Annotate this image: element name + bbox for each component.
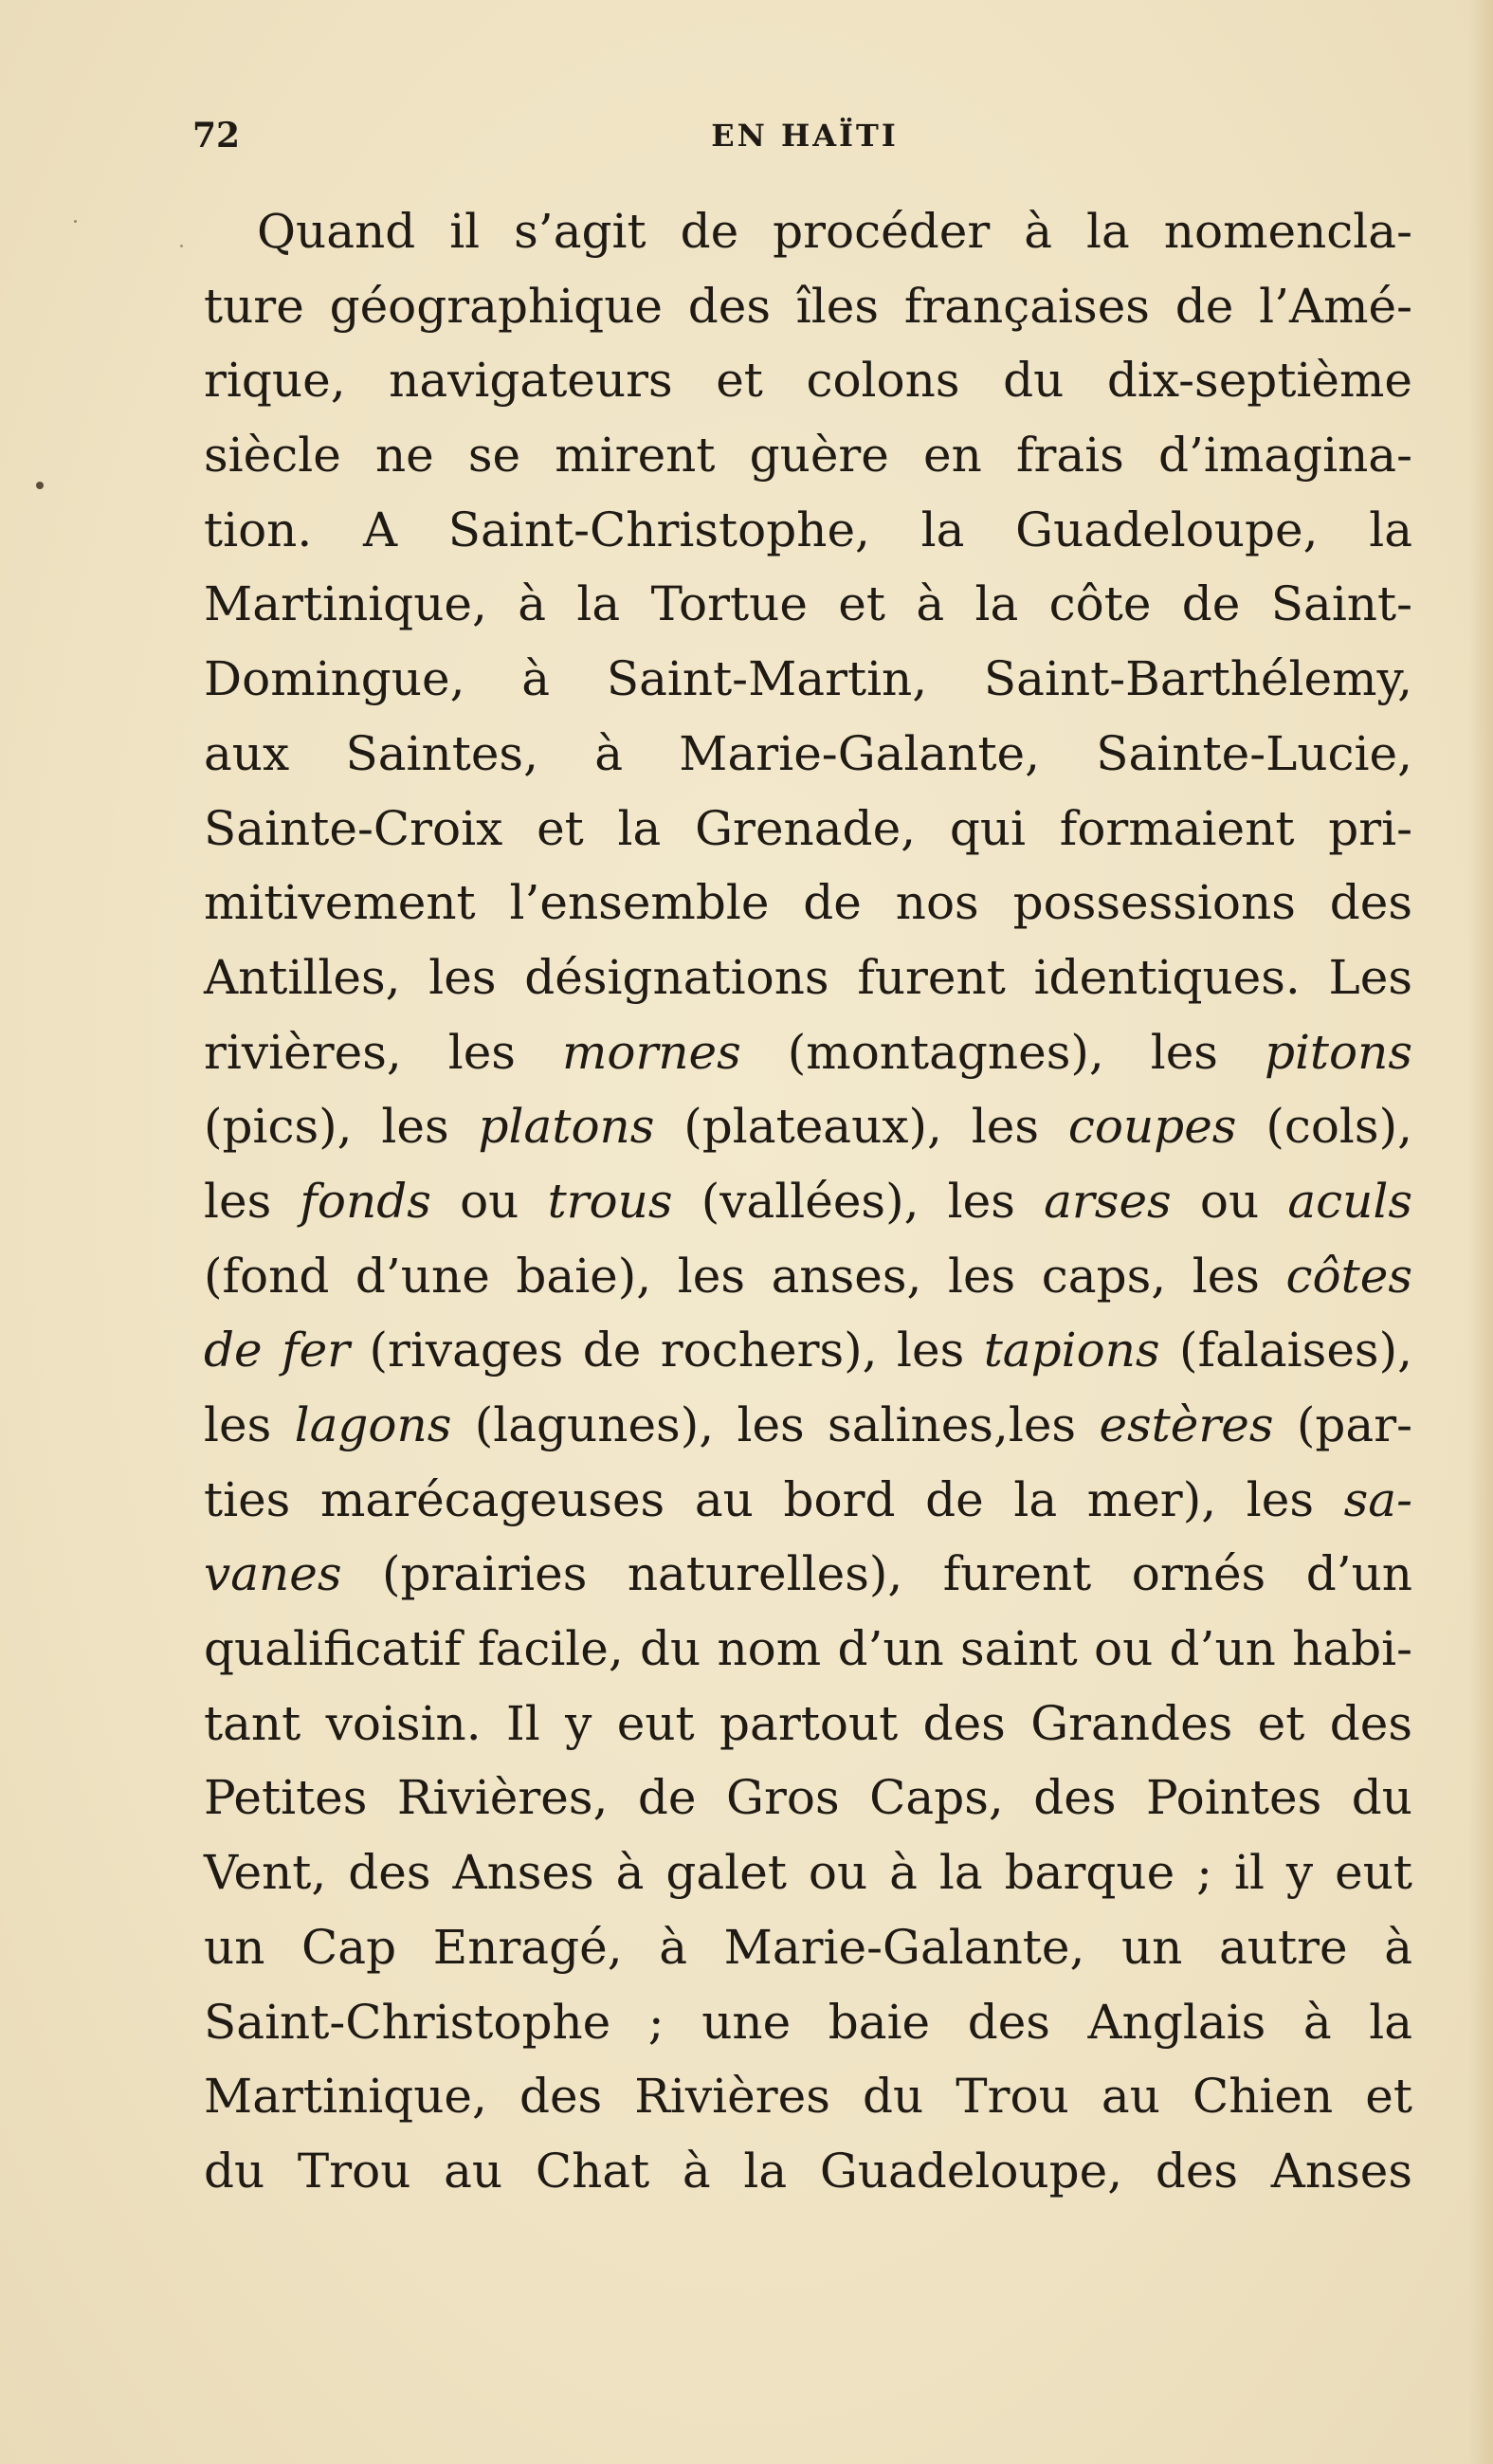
text-segment: ties marécageuses au bord de la mer), les [204,1471,1344,1527]
text-line [204,866,1412,940]
text-segment: un Cap Enragé, à Marie-Galante, un autre à [204,1919,1412,1975]
italic-term: aculs [1287,1173,1413,1229]
text-line [204,2134,1412,2209]
text-line [204,269,1412,344]
text-segment: rivières, les [204,1024,562,1080]
text-segment: rique, navigateurs et colons du dix-septième [204,353,1412,409]
italic-term: pitons [1264,1024,1412,1080]
page-number: 72 [192,116,241,155]
text-segment: ou [1171,1173,1288,1229]
text-line [204,1313,1412,1388]
text-segment: ou [430,1173,548,1229]
text-segment: (plateaux), les [654,1099,1068,1155]
text-line [204,1239,1412,1314]
text-line [204,1388,1412,1463]
scan-speck [74,220,77,223]
italic-term: estères [1099,1397,1274,1452]
text-line [204,1910,1412,1985]
text-segment: les [204,1397,295,1452]
text-line [204,1687,1412,1761]
italic-term: coupes [1067,1099,1237,1155]
text-line [204,642,1412,717]
text-segment: (prairies naturelles), furent ornés d’un [341,1546,1412,1602]
text-line [204,1761,1412,1835]
text-line [204,1835,1412,1910]
text-segment: (vallées), les [672,1173,1045,1229]
body-paragraph [204,194,1412,2209]
text-segment: siècle ne se mirent guère en frais d’imagina- [204,428,1412,484]
text-line [204,418,1412,493]
text-segment: mitivement l’ensemble de nos possessions des [204,875,1412,931]
text-segment: les [204,1173,300,1229]
text-segment: (lagunes), les salines,les [451,1397,1100,1452]
text-segment: Domingue, à Saint-Martin, Saint-Barthélemy, [204,651,1412,707]
italic-term: vanes [204,1546,342,1602]
text-line [204,2059,1412,2134]
text-segment: Saint-Christophe ; une baie des Anglais à la [204,1994,1412,2050]
text-segment: (pics), les [204,1099,479,1155]
text-segment: qualificatif facile, du nom d’un saint ou d’un habi- [204,1621,1412,1677]
text-segment: Petites Rivières, de Gros Caps, des Pointes du [204,1770,1412,1826]
italic-term: fonds [300,1173,431,1229]
text-segment: aux Saintes, à Marie-Galante, Sainte-Lucie, [204,725,1412,781]
running-title: EN HAÏTI [711,118,899,154]
text-segment: Martinique, des Rivières du Trou au Chien et [204,2069,1412,2125]
text-segment: du Trou au Chat à la Guadeloupe, des Anses [204,2143,1412,2199]
text-segment: (falaises), [1159,1323,1412,1378]
italic-term: de fer [204,1323,351,1378]
scan-speck [36,482,44,489]
text-segment: (par- [1273,1397,1413,1452]
text-segment: (cols), [1236,1099,1412,1155]
text-line [204,717,1412,792]
text-line [204,940,1412,1015]
text-segment: Sainte-Croix et la Grenade, qui formaient pri- [204,800,1412,856]
page-edge-shadow [1468,0,1493,2464]
text-line [204,343,1412,418]
scan-speck [180,245,183,247]
text-segment: Vent, des Anses à galet ou à la barque ; il y eut [204,1845,1412,1901]
text-segment: (montagnes), les [740,1024,1265,1080]
text-segment: tant voisin. Il y eut partout des Grandes et des [204,1695,1412,1751]
text-line [204,194,1412,269]
text-line [204,493,1412,568]
text-segment: Antilles, les désignations furent identiques. Les [204,949,1412,1005]
italic-term: trous [547,1173,673,1229]
italic-term: lagons [294,1397,452,1452]
text-segment: (fond d’une baie), les anses, les caps, les [204,1248,1286,1304]
text-line [204,1015,1412,1090]
text-segment: ture géographique des îles françaises de l’Amé- [204,278,1412,334]
text-line [204,1164,1412,1239]
text-line [204,1612,1412,1687]
page-header [192,112,1417,159]
text-line [204,567,1412,642]
italic-term: arses [1044,1173,1172,1229]
italic-term: tapions [983,1323,1160,1378]
italic-term: sa- [1343,1471,1412,1527]
text-line [204,1985,1412,2060]
text-line [204,1537,1412,1612]
text-line [204,1089,1412,1164]
text-line [204,1463,1412,1538]
text-line [204,792,1412,867]
text-segment: (rivages de rochers), les [350,1323,984,1378]
italic-term: côtes [1285,1248,1412,1304]
italic-term: mornes [561,1024,741,1080]
text-segment: tion. A Saint-Christophe, la Guadeloupe, la [204,502,1412,557]
text-segment: Martinique, à la Tortue et à la côte de Saint- [204,576,1412,632]
italic-term: platons [478,1099,655,1155]
text-segment: Quand il s’agit de procéder à la nomencla- [257,204,1412,259]
